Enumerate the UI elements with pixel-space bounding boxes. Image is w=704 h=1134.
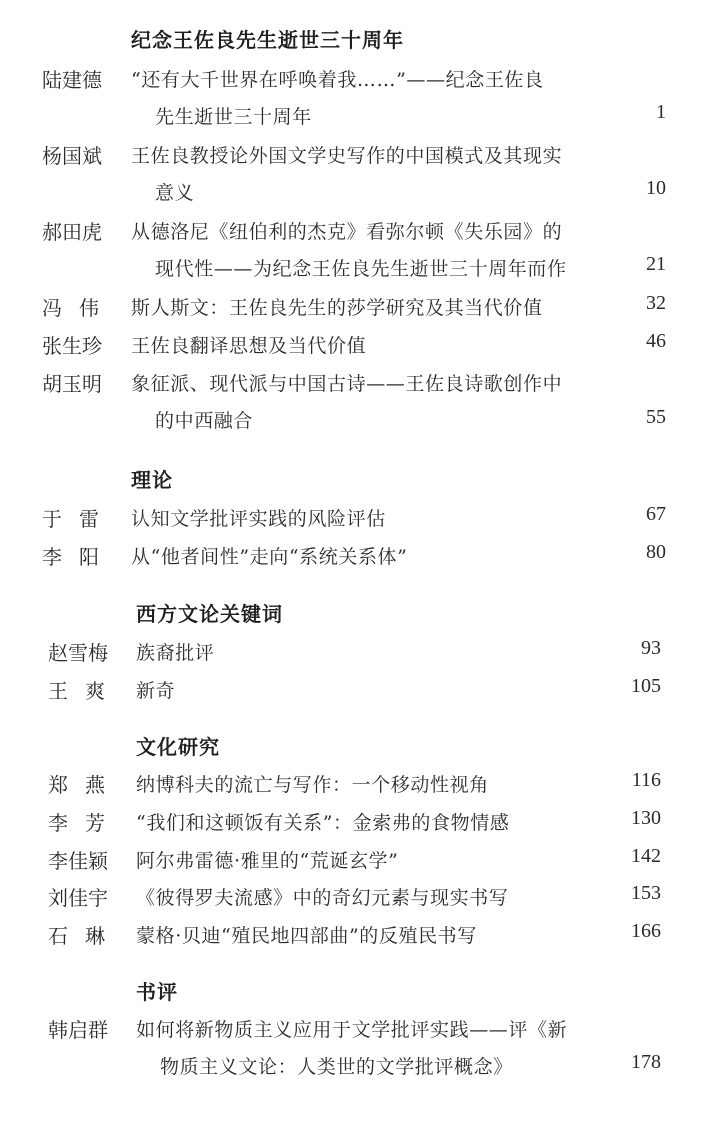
entry-author: 李芳 — [48, 811, 122, 835]
entry-title: 从“他者间性”走向“系统关系体” — [131, 546, 408, 568]
section-heading: 理论 — [131, 468, 173, 492]
section-heading: 书评 — [136, 980, 178, 1004]
entry-title: 斯人斯文：王佐良先生的莎学研究及其当代价值 — [131, 297, 543, 319]
entry-author: 王爽 — [48, 679, 122, 703]
entry-author: 赵雪梅 — [48, 641, 108, 665]
entry-title: 现代性——为纪念王佐良先生逝世三十周年而作 — [155, 258, 567, 280]
entry-author: 李阳 — [42, 545, 116, 569]
entry-author: 陆建德 — [42, 68, 102, 92]
entry-title: 阿尔弗雷德·雅里的“荒诞玄学” — [136, 850, 399, 872]
entry-page-number: 142 — [631, 845, 661, 867]
entry-title: 从德洛尼《纽伯利的杰克》看弥尔顿《失乐园》的 — [131, 221, 563, 243]
section-heading: 西方文论关键词 — [136, 602, 283, 626]
entry-author: 郑燕 — [48, 773, 122, 797]
entry-author: 冯伟 — [42, 296, 116, 320]
entry-author: 韩启群 — [48, 1018, 108, 1042]
entry-title: 如何将新物质主义应用于文学批评实践——评《新 — [136, 1019, 568, 1041]
entry-title: 《彼得罗夫流感》中的奇幻元素与现实书写 — [136, 887, 509, 909]
entry-page-number: 1 — [656, 101, 666, 123]
entry-author: 于雷 — [42, 507, 116, 531]
entry-author: 石琳 — [48, 924, 122, 948]
entry-title: 王佐良翻译思想及当代价值 — [131, 335, 367, 357]
entry-title: 象征派、现代派与中国古诗——王佐良诗歌创作中 — [131, 373, 563, 395]
entry-page-number: 105 — [631, 675, 661, 697]
entry-page-number: 166 — [631, 920, 661, 942]
entry-title: 先生逝世三十周年 — [155, 106, 312, 128]
entry-page-number: 93 — [641, 637, 661, 659]
entry-title: “我们和这顿饭有关系”：金索弗的食物情感 — [136, 812, 510, 834]
entry-title: 的中西融合 — [155, 410, 254, 432]
entry-title: 意义 — [155, 182, 195, 204]
entry-page-number: 55 — [646, 406, 666, 428]
entry-author: 胡玉明 — [42, 372, 102, 396]
entry-title: 族裔批评 — [136, 642, 215, 664]
entry-page-number: 46 — [646, 330, 666, 352]
entry-title: 王佐良教授论外国文学史写作的中国模式及其现实 — [131, 145, 563, 167]
entry-author: 杨国斌 — [42, 144, 102, 168]
entry-title: 认知文学批评实践的风险评估 — [131, 508, 386, 530]
entry-page-number: 178 — [631, 1051, 661, 1073]
entry-page-number: 153 — [631, 882, 661, 904]
entry-author: 郝田虎 — [42, 220, 102, 244]
entry-title: 物质主义文论：人类世的文学批评概念》 — [160, 1056, 513, 1078]
section-heading: 纪念王佐良先生逝世三十周年 — [131, 28, 404, 52]
section-heading: 文化研究 — [136, 735, 220, 759]
entry-page-number: 80 — [646, 541, 666, 563]
entry-title: “还有大千世界在呼唤着我……”——纪念王佐良 — [131, 69, 544, 91]
entry-page-number: 10 — [646, 177, 666, 199]
entry-page-number: 32 — [646, 292, 666, 314]
entry-title: 蒙格·贝迪“殖民地四部曲”的反殖民书写 — [136, 925, 477, 947]
entry-title: 纳博科夫的流亡与写作：一个移动性视角 — [136, 774, 489, 796]
entry-page-number: 21 — [646, 253, 666, 275]
entry-page-number: 130 — [631, 807, 661, 829]
entry-title: 新奇 — [136, 680, 176, 702]
entry-page-number: 116 — [631, 769, 661, 791]
entry-author: 李佳颖 — [48, 849, 108, 873]
entry-page-number: 67 — [646, 503, 666, 525]
entry-author: 刘佳宇 — [48, 886, 108, 910]
entry-author: 张生珍 — [42, 334, 102, 358]
